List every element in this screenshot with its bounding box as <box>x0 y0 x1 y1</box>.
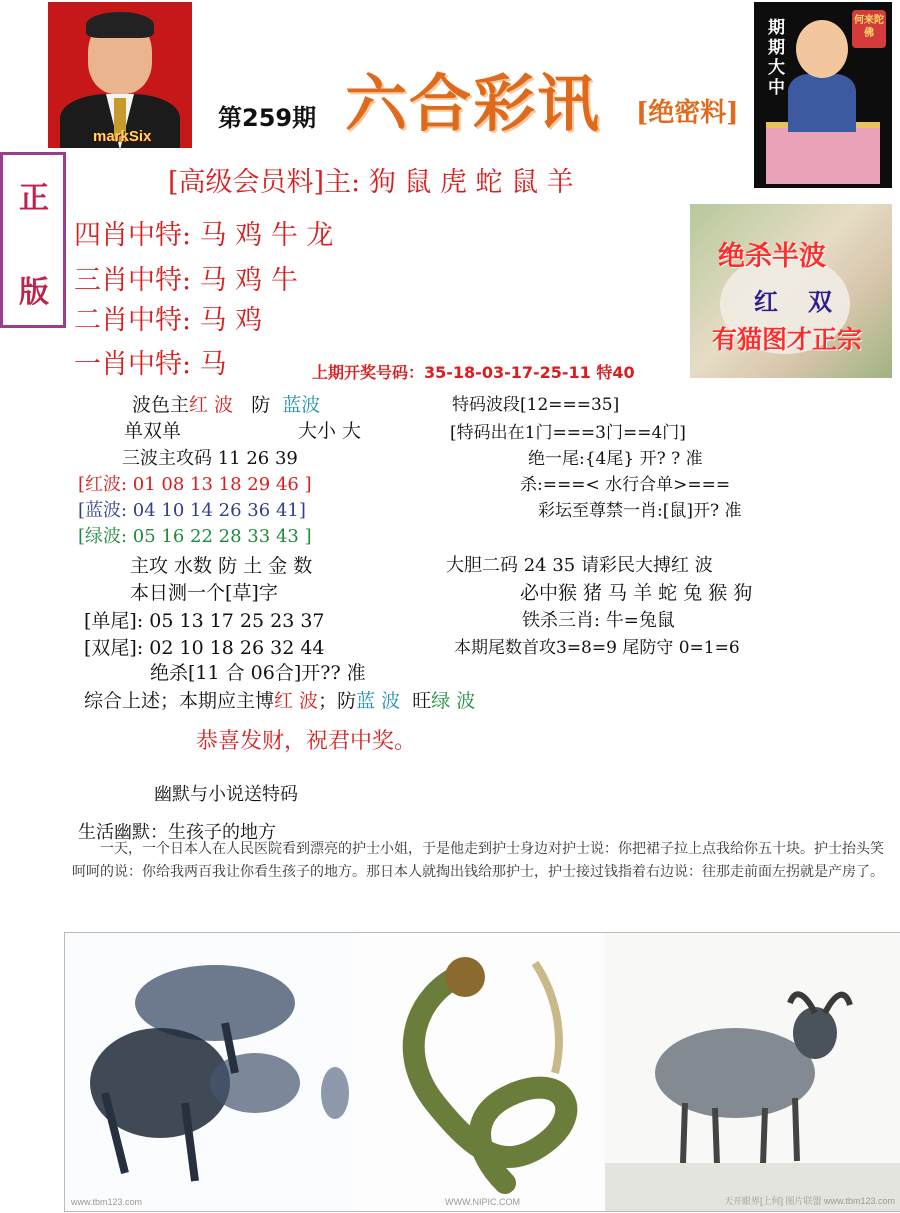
humor-story: 一天，一个日本人在人民医院看到漂亮的护士小姐，于是他走到护士身边对护士说：你把裙子拉上点我给你五十块。护士抬头笑呵呵的说：你给我两百我让你看生孩子的地方。那日本人就掏出钱给那护士，护士接过钱指着右边说：往那走前面左拐就是产房了。 <box>72 841 884 880</box>
odd-even: 单双单 <box>124 420 182 442</box>
kill-element: 杀:===< 水行合单>=== <box>520 475 731 495</box>
watermark-2: WWW.NIPIC.COM <box>445 1197 520 1207</box>
portrait-brand: markSix <box>93 128 152 145</box>
three-wave-codes: 三波主攻码 11 26 39 <box>122 448 298 469</box>
tail-attack: 本期尾数首攻3=8=9 尾防守 0=1=6 <box>454 638 740 658</box>
blue-wave: [蓝波: 04 10 14 26 36 41] <box>78 500 306 521</box>
kill-combo: 绝杀[11 合 06合]开?? 准 <box>150 662 366 684</box>
red-wave: [红波: 01 08 13 18 29 46 ] <box>78 474 312 495</box>
badge-char-2: 版 <box>19 275 49 310</box>
portrait-photo <box>48 2 192 148</box>
must-win-zodiacs: 必中猴 猪 马 羊 蛇 兔 猴 狗 <box>520 582 753 604</box>
zodiac-image-strip <box>64 932 900 1212</box>
issue-number: 第259期 <box>218 104 317 132</box>
code-doors: [特码出在1门===3门==4门] <box>450 423 686 443</box>
authentic-badge <box>0 152 66 328</box>
forbidden-zodiac: 彩坛至尊禁一肖:[鼠]开? 准 <box>538 501 742 521</box>
one-pick: 一肖中特: 马 <box>74 349 227 380</box>
cat-line-3: 有猫图才正宗 <box>712 325 863 354</box>
green-wave: [绿波: 05 16 22 28 33 43 ] <box>78 526 312 547</box>
oxen-painting <box>65 933 355 1211</box>
goat-painting <box>605 933 900 1211</box>
single-tail: [单尾]: 05 13 17 25 23 37 <box>84 610 325 632</box>
cartoon-text: 期期大中 <box>768 18 785 98</box>
cartoon-bubble: 何来陀佛 <box>852 10 886 48</box>
wave-main: 波色主红 波 防 蓝波 <box>132 394 321 416</box>
last-draw: 上期开奖号码：35-18-03-17-25-11 特40 <box>312 363 635 382</box>
vip-picks: [高级会员料]主: 狗 鼠 虎 蛇 鼠 羊 <box>168 167 574 198</box>
watermark-1: www.tbm123.com <box>71 1197 143 1207</box>
iron-kill: 铁杀三肖: 牛=兔鼠 <box>522 610 675 631</box>
big-small: 大小 大 <box>298 420 362 442</box>
badge-char-1: 正 <box>19 181 49 216</box>
cat-image <box>690 204 892 378</box>
summary: 综合上述；本期应主博红 波；防蓝 波 旺绿 波 <box>84 690 476 712</box>
daily-char: 本日测一个[草]字 <box>130 582 278 604</box>
watermark-3: 天开眼界[上何] 图片联盟 www.tbm123.com <box>723 1196 895 1206</box>
main-attack: 主攻 水数 防 土 金 数 <box>130 555 313 577</box>
cat-line-2: 红双 <box>754 287 862 316</box>
title-tag: [绝密料] <box>636 98 739 128</box>
double-tail: [双尾]: 02 10 18 26 32 44 <box>84 637 325 659</box>
page-title: 六合彩讯 <box>345 67 602 140</box>
code-segment: 特码波段[12===35] <box>452 395 620 415</box>
cartoon-image <box>754 2 892 188</box>
congrats: 恭喜发财，祝君中奖。 <box>196 729 417 754</box>
three-pick: 三肖中特: 马 鸡 牛 <box>74 265 298 296</box>
two-codes: 大胆二码 24 35 请彩民大搏红 波 <box>446 555 713 576</box>
humor-heading: 幽默与小说送特码 <box>154 784 298 805</box>
four-pick: 四肖中特: 马 鸡 牛 龙 <box>74 220 334 251</box>
two-pick: 二肖中特: 马 鸡 <box>74 305 263 336</box>
humor-subtitle: 生活幽默：生孩子的地方 <box>78 822 276 843</box>
dragon-painting <box>355 933 605 1211</box>
cat-line-1: 绝杀半波 <box>718 241 826 272</box>
kill-tail: 绝一尾:{4尾} 开? ? 准 <box>528 449 703 469</box>
